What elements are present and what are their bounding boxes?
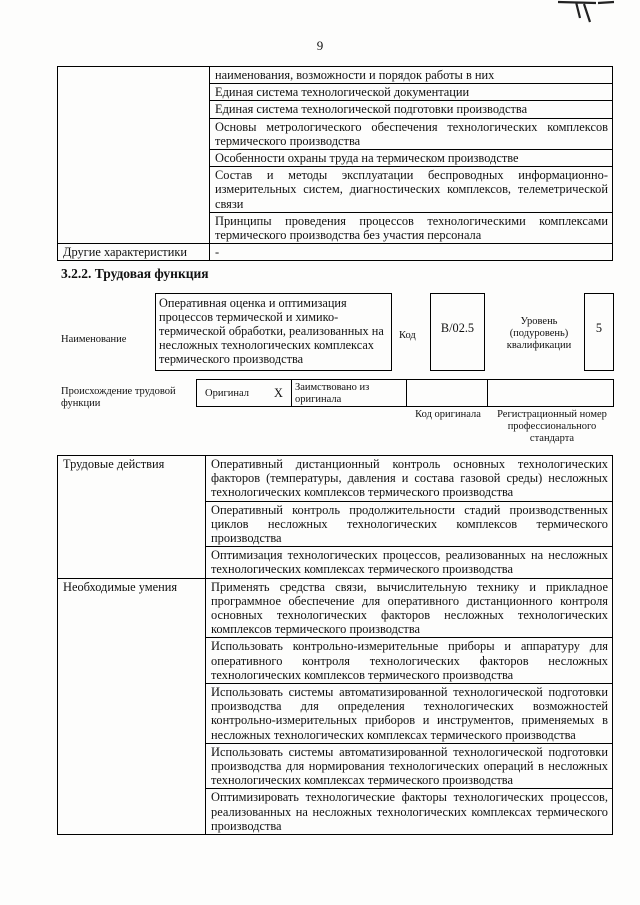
reg-caption: Регистрационный номер профессионального стандарта xyxy=(497,409,607,444)
original-mark: X xyxy=(274,386,283,400)
table-row: наименования, возможности и порядок работы в них xyxy=(210,67,613,84)
level-value-box: 5 xyxy=(584,293,614,371)
table-row: Основы метрологического обеспечения технологических комплексов термического производства xyxy=(210,118,613,149)
knowledge-table xyxy=(57,66,613,261)
table-left-empty-cell xyxy=(58,67,210,244)
function-code-box: В/02.5 xyxy=(430,293,485,371)
table-row: Оптимизация технологических процессов, реализованных на несложных технологических комплексах термического производства xyxy=(206,547,613,578)
table-row: Единая система технологической подготовки производства xyxy=(210,101,613,118)
table-row: Применять средства связи, вычислительную технику и прикладное программное обеспечение для оперативного дистанционного контроля основных технологических факторов несложных технологических комплексов термического производства xyxy=(206,578,613,638)
table-row: Состав и методы эксплуатации беспроводных информационно-измерительных систем, диагностических комплексов, телеметрической связи xyxy=(210,167,613,213)
borrowed-cell: Заимствовано из оригинала xyxy=(291,379,407,407)
table-row: Оперативный дистанционный контроль основных технологических факторов (температуры, давления и состава газовой среды) несложных технологических комплексов термического производства xyxy=(206,456,613,502)
group-label: Необходимые умения xyxy=(58,578,206,834)
other-characteristics-label: Другие характеристики xyxy=(58,244,210,261)
original-code-cell xyxy=(406,379,488,407)
table-row: Особенности охраны труда на термическом производстве xyxy=(210,150,613,167)
origin-row xyxy=(196,379,614,407)
labor-function-table xyxy=(57,455,613,835)
corner-mark xyxy=(556,0,616,26)
page-number: 9 xyxy=(316,38,324,53)
other-characteristics-value: - xyxy=(210,244,613,261)
table-row: Оперативный контроль продолжительности стадий производственных циклов несложных технологических комплексов термического производства xyxy=(206,501,613,547)
function-name-box: Оперативная оценка и оптимизация процессов термической и химико-термической обработки, реализованных на несложных технологических комплексах термического производства xyxy=(155,293,392,371)
code-label: Код xyxy=(399,330,416,341)
table-row: Оптимизировать технологические факторы технологических процессов, реализованных на несложных технологических комплексах термического производства xyxy=(206,789,613,835)
table-row: Единая система технологической документации xyxy=(210,84,613,101)
origin-label: Происхождение трудовой функции xyxy=(61,386,176,409)
table-row: Использовать системы автоматизированной технологической подготовки производства для определения технологических возможностей контрольно-измерительных приборов и инструментов, применяемых в несложных технологических комплексах термического производства xyxy=(206,684,613,744)
table-row: Принципы проведения процессов технологическими комплексами термического производства без участия персонала xyxy=(210,212,613,243)
original-cell: Оригинал xyxy=(196,379,292,407)
group-label: Трудовые действия xyxy=(58,456,206,579)
level-label: Уровень (подуровень) квалификации xyxy=(506,316,572,351)
code-caption: Код оригинала xyxy=(415,409,481,420)
name-label: Наименование xyxy=(61,334,127,345)
section-title: 3.2.2. Трудовая функция xyxy=(61,266,209,281)
table-row: Использовать контрольно-измерительные приборы и аппаратуру для оперативного контроля технологических факторов несложных технологических комплексов термического производства xyxy=(206,638,613,684)
reg-number-cell xyxy=(487,379,614,407)
table-row: Использовать системы автоматизированной технологической подготовки производства для нормирования технологических операций в несложных технологических комплексах термического производства xyxy=(206,743,613,789)
